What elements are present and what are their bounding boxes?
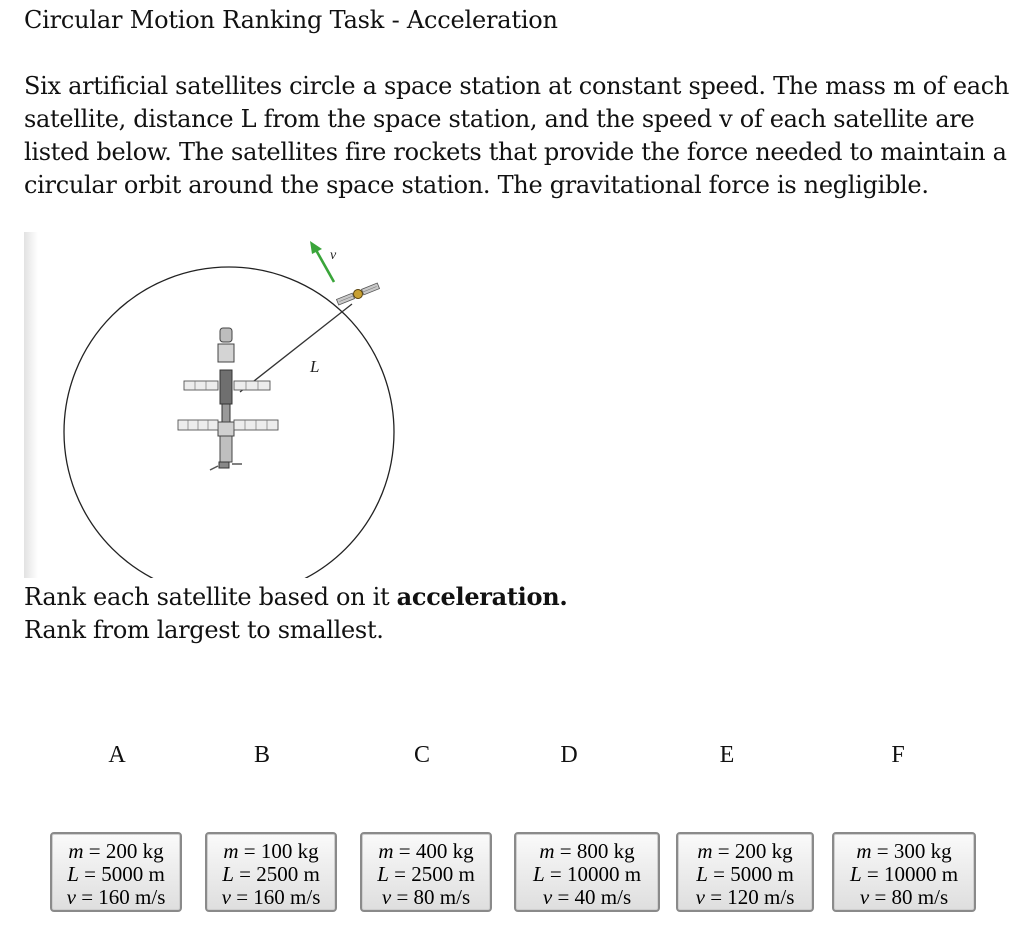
satellite-card-b[interactable]: m = 100 kg L = 2500 m v = 160 m/s	[205, 832, 337, 912]
satellite-icon	[336, 282, 380, 307]
satellite-card-c[interactable]: m = 400 kg L = 2500 m v = 80 m/s	[360, 832, 492, 912]
orbit-figure	[24, 232, 420, 578]
card-mass: 400 kg	[415, 839, 474, 863]
label-e: E	[719, 742, 735, 768]
label-b: B	[253, 742, 270, 768]
space-station-icon	[178, 328, 278, 470]
label-a: A	[108, 742, 126, 768]
velocity-label: v	[330, 248, 337, 263]
satellite-card-e[interactable]: m = 200 kg L = 5000 m v = 120 m/s	[676, 832, 814, 912]
card-distance: 2500 m	[411, 862, 475, 886]
card-distance: 2500 m	[256, 862, 320, 886]
card-distance: 5000 m	[101, 862, 165, 886]
problem-statement: Six artificial satellites circle a space station at constant speed. The mass m of each satellite, distance L from the space station, and the speed v of each satellite are listed below. The satellites fire rockets that provide the force needed to maintain a circular orbit around the space station. The gravitational force is negligible.	[24, 72, 1010, 199]
card-mass: 200 kg	[105, 839, 164, 863]
label-d: D	[560, 742, 578, 768]
card-distance: 10000 m	[883, 862, 959, 886]
label-c: C	[413, 742, 430, 768]
card-speed: 80 m/s	[891, 885, 949, 909]
satellite-card-f[interactable]: m = 300 kg L = 10000 m v = 80 m/s	[832, 832, 976, 912]
page-title: Circular Motion Ranking Task - Acceleration	[24, 6, 558, 34]
radius-line	[240, 304, 352, 392]
card-mass: 800 kg	[576, 839, 635, 863]
card-speed: 160 m/s	[253, 885, 321, 909]
instruction-emphasis: acceleration.	[396, 582, 568, 611]
card-mass: 300 kg	[893, 839, 952, 863]
card-speed: 40 m/s	[574, 885, 632, 909]
figure-shadow	[24, 232, 38, 578]
satellite-card-d[interactable]: m = 800 kg L = 10000 m v = 40 m/s	[514, 832, 660, 912]
card-mass: 100 kg	[260, 839, 319, 863]
instruction-order: Rank from largest to smallest.	[24, 616, 384, 644]
card-speed: 80 m/s	[413, 885, 471, 909]
label-f: F	[891, 742, 905, 768]
satellite-card-a[interactable]: m = 200 kg L = 5000 m v = 160 m/s	[50, 832, 182, 912]
card-speed: 120 m/s	[727, 885, 795, 909]
radius-label: L	[310, 357, 320, 376]
instruction-text: Rank each satellite based on it	[24, 583, 397, 611]
card-speed: 160 m/s	[98, 885, 166, 909]
card-distance: 5000 m	[730, 862, 794, 886]
card-distance: 10000 m	[566, 862, 642, 886]
card-mass: 200 kg	[734, 839, 793, 863]
ranking-instructions	[24, 580, 567, 647]
